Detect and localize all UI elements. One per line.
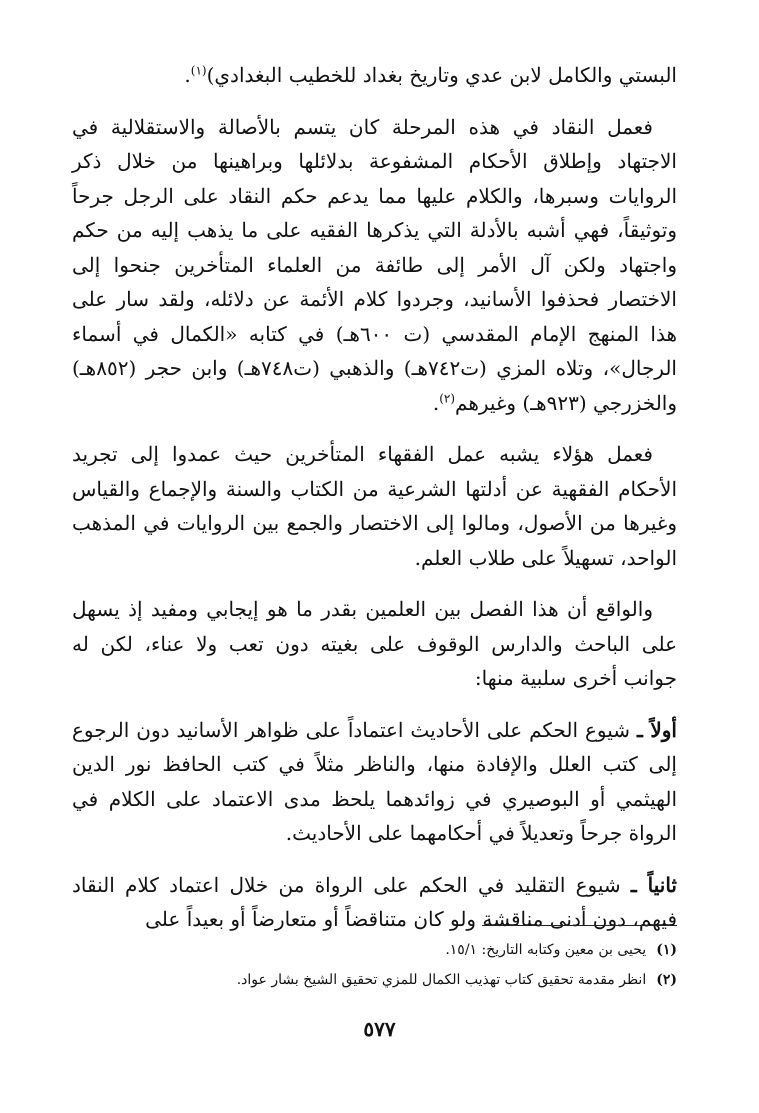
footnote-2 <box>72 968 677 992</box>
footnote-ref-2: (٢) <box>439 390 456 405</box>
point-1-lead: أولاً ـ <box>636 717 677 742</box>
page-number: ٥٧٧ <box>363 1017 396 1041</box>
paragraph-1: البستي والكامل لابن عدي وتاريخ بغداد للخطيب البغدادي)$^{(١)}$. <box>184 63 677 87</box>
paragraph-2: فعمل النقاد في هذه المرحلة كان يتسم بالأصالة والاستقلالية في الاجتهاد وإطلاق الأحكام المشفوعة بدلائلها وبراهينها من خلال ذكر الروايات وسبرها، والكلام عليها مما يدعم حكم النقاد على الرجل جرحاً وتوثيقاً، فهي أشبه بالأدلة التي يذكرها الفقيه على ما يذهب إليه من حكم واجتهاد ولكن آل الأمر إلى طائفة من العلماء المتأخرين جنحوا إلى الاختصار فحذفوا الأسانيد، وجردوا كلام الأئمة عن دلائله، ولقد سار على هذا المنهج الإمام المقدسي (ت ٦٠٠هـ) في كتابه «الكمال في أسماء الرجال»، وتلاه المزي (ت٧٤٢هـ) والذهبي (ت٧٤٨هـ) وابن حجر (٨٥٢هـ) والخزرجي (٩٢٣هـ) وغيرهم$^{(٢)}$. <box>72 114 678 415</box>
footnote-1 <box>72 938 677 962</box>
footnotes <box>72 938 677 998</box>
paragraph-3: فعمل هؤلاء يشبه عمل الفقهاء المتأخرين حيث عمدوا إلى تجريد الأحكام الفقهية عن أدلتها الشرعية من الكتاب والسنة والإجماع والقياس وغيرها من الأصول، ومالوا إلى الاختصار والجمع بين الروايات في المذهب الواحد، تسهيلاً على طلاب العلم. <box>72 442 677 570</box>
footnote-2-number: (٢) <box>656 972 677 988</box>
footnote-1-text: يحيى بن معين وكتابه التاريخ: ١٥/١. <box>445 942 647 958</box>
footnote-1-number: (١) <box>656 942 677 958</box>
body-text <box>72 58 677 937</box>
paragraph-6: ثانياً ـ شيوع التقليد في الحكم على الرواة من خلال اعتماد كلام النقاد فيهم، دون أدنى مناقشة ولو كان متناقضاً أو متعارضاً أو بعيداً على <box>72 872 677 931</box>
footnote-divider <box>482 925 677 926</box>
footnote-2-text: انظر مقدمة تحقيق كتاب تهذيب الكمال للمزي تحقيق الشيخ بشار عواد. <box>236 972 647 988</box>
point-2-lead: ثانياً ـ <box>630 872 677 897</box>
paragraph-4: والواقع أن هذا الفصل بين العلمين بقدر ما هو إيجابي ومفيد إذ يسهل على الباحث والدارس الوقوف على بغيته دون تعب ولا عناء، لكن له جوانب أخرى سلبية منها: <box>72 597 677 690</box>
footnote-ref-1: (١) <box>190 63 207 78</box>
paragraph-5: أولاً ـ شيوع الحكم على الأحاديث اعتماداً على ظواهر الأسانيد دون الرجوع إلى كتب العلل والإفادة منها، والناظر مثلاً في كتب الحافظ نور الدين الهيثمي أو البوصيري في زوائدهما يلحظ مدى الاعتماد على الكلام في الرواة جرحاً وتعديلاً في أحكامهما على الأحاديث. <box>72 717 677 845</box>
